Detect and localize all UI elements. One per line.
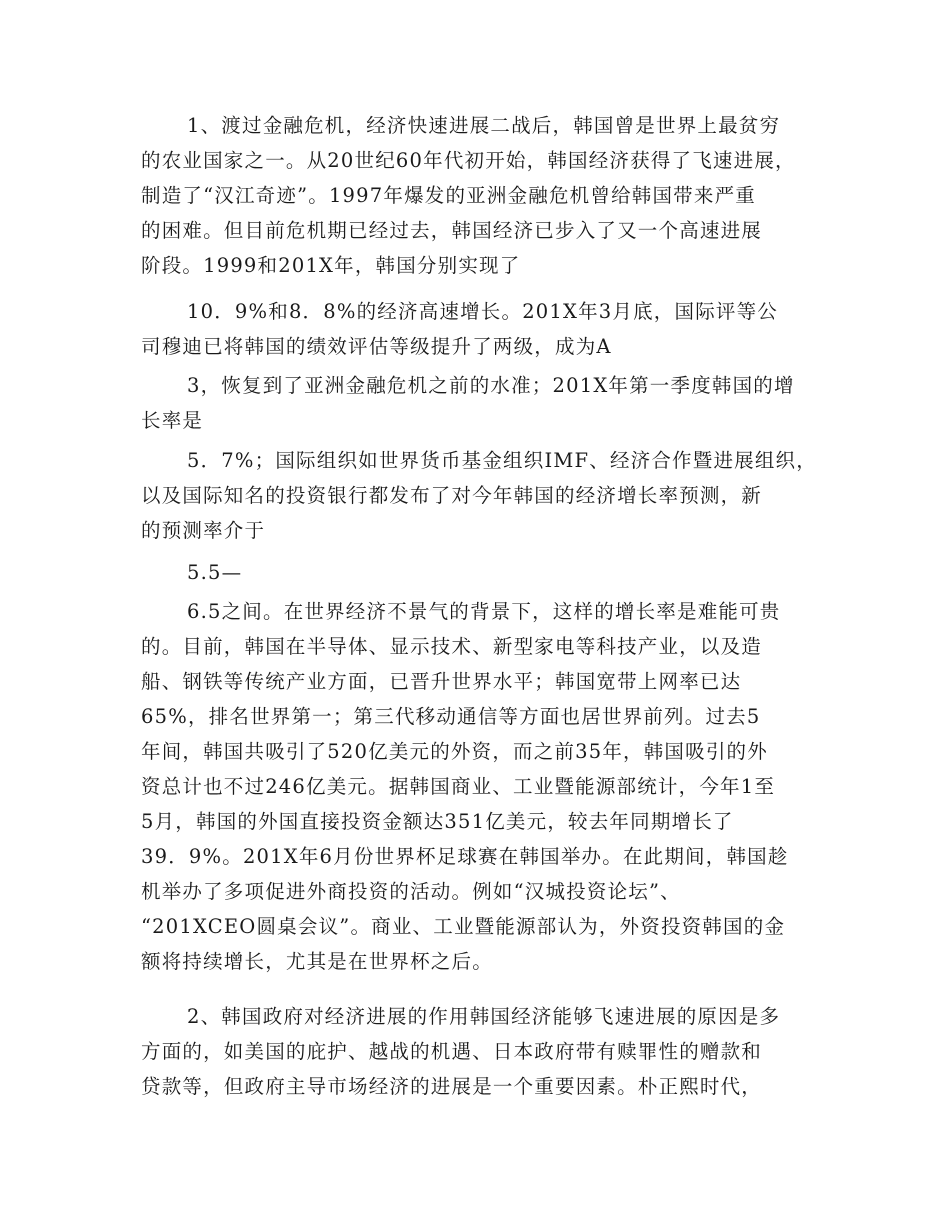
- paragraph-line: 的困难。但目前危机期已经过去，韩国经济已步入了又一个高速进展: [141, 219, 763, 242]
- paragraph-line: 司穆迪已将韩国的绩效评估等级提升了两级，成为A: [141, 335, 612, 358]
- paragraph-line: 的预测率介于: [141, 519, 266, 542]
- paragraph-line: 贷款等，但政府主导市场经济的进展是一个重要因素。朴正熙时代，: [141, 1075, 763, 1098]
- paragraph-line: 额将持续增长，尤其是在世界杯之后。: [141, 950, 493, 973]
- paragraph-line: 5月，韩国的外国直接投资金额达351亿美元，较去年同期增长了: [141, 810, 734, 833]
- paragraph-line: 3，恢复到了亚洲金融危机之前的水准；201X年第一季度韩国的增: [187, 374, 795, 397]
- paragraph-line: 船、钢铁等传统产业方面，已晋升世界水平；韩国宽带上网率已达: [141, 670, 742, 693]
- paragraph-line: 的农业国家之一。从20世纪60年代初开始，韩国经济获得了飞速进展，: [141, 149, 796, 172]
- paragraph-line: 制造了“汉江奇迹”。1997年爆发的亚洲金融危机曾给韩国带来严重: [141, 184, 756, 207]
- paragraph-line: 长率是: [141, 409, 204, 432]
- paragraph-line: 1、渡过金融危机，经济快速进展二战后，韩国曾是世界上最贫穷: [187, 114, 781, 137]
- paragraph-line: 5．7%；国际组织如世界货币基金组织IMF、经济合作暨进展组织，: [187, 449, 817, 472]
- paragraph-line: 年间，韩国共吸引了520亿美元的外资，而之前35年，韩国吸引的外: [141, 740, 768, 763]
- paragraph-line: 5.5—: [187, 561, 243, 584]
- paragraph-line: 以及国际知名的投资银行都发布了对今年韩国的经济增长率预测，新: [141, 484, 763, 507]
- paragraph-line: 39．9%。201X年6月份世界杯足球赛在韩国举办。在此期间，韩国趁: [141, 845, 789, 868]
- paragraph-line: 方面的，如美国的庇护、越战的机遇、日本政府带有赎罪性的赠款和: [141, 1040, 763, 1063]
- paragraph-line: 10．9%和8．8%的经济高速增长。201X年3月底，国际评等公: [187, 300, 778, 323]
- paragraph-line: 资总计也不过246亿美元。据韩国商业、工业暨能源部统计，今年1至: [141, 775, 776, 798]
- paragraph-line: “201XCEO圆桌会议”。商业、工业暨能源部认为，外资投资韩国的金: [141, 915, 786, 938]
- paragraph-line: 2、韩国政府对经济进展的作用韩国经济能够飞速进展的原因是多: [187, 1005, 781, 1028]
- paragraph-line: 阶段。1999和201X年，韩国分别实现了: [141, 254, 521, 277]
- paragraph-line: 的。目前，韩国在半导体、显示技术、新型家电等科技产业，以及造: [141, 635, 763, 658]
- paragraph-line: 65%，排名世界第一；第三代移动通信等方面也居世界前列。过去5: [141, 705, 761, 728]
- paragraph-line: 机举办了多项促进外商投资的活动。例如“汉城投资论坛”、: [141, 880, 681, 903]
- paragraph-line: 6.5之间。在世界经济不景气的背景下，这样的增长率是难能可贵: [187, 600, 781, 623]
